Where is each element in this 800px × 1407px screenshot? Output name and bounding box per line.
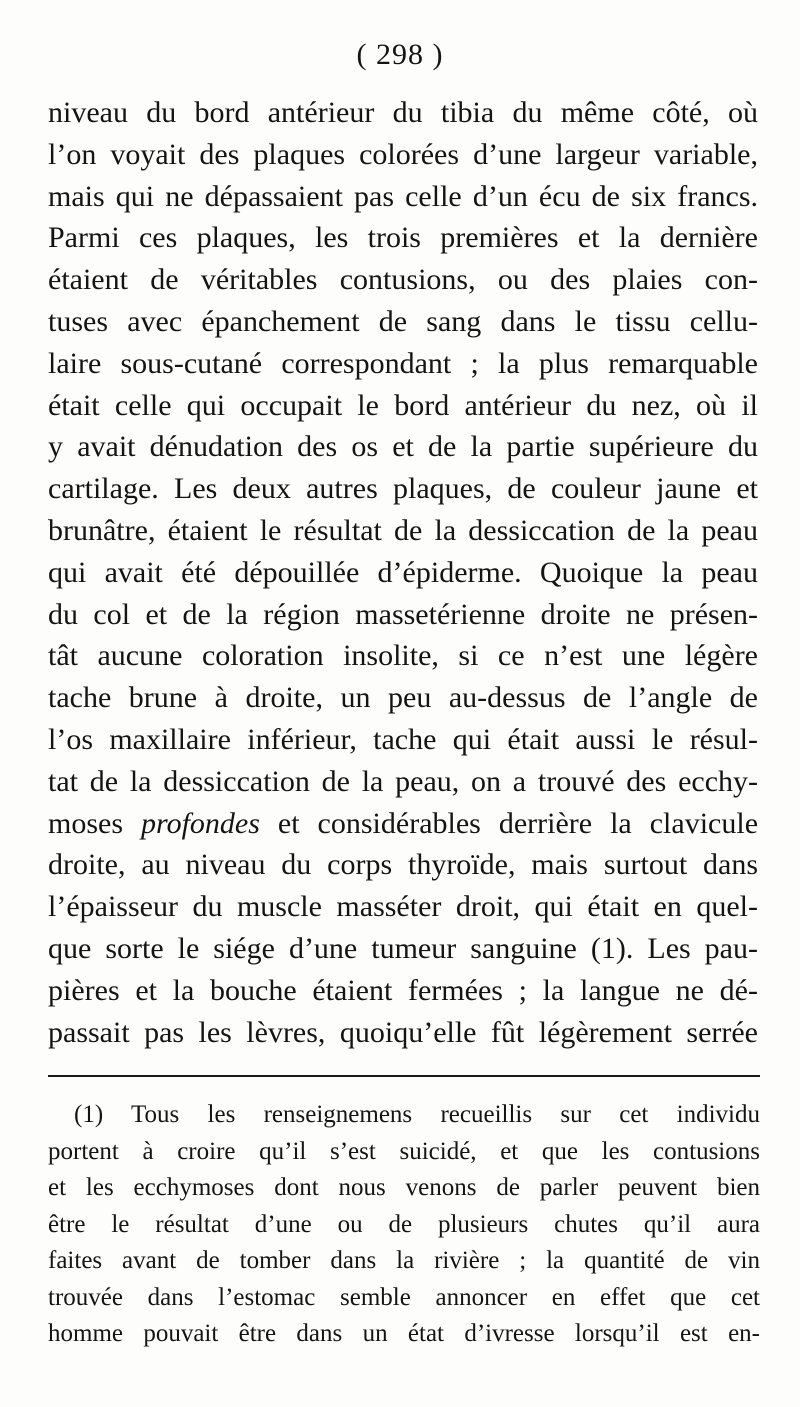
footnote-line: (1) Tous les renseignemens recueillis sur cet individu — [74, 1101, 760, 1128]
text-line: que sorte le siége d’une tumeur sanguine (1). Les pau- — [48, 931, 758, 965]
line-segment-before: moses — [48, 806, 142, 840]
text-line: étaient de véritables contusions, ou des plaies con- — [48, 263, 758, 297]
footnote-separator-rule — [48, 1075, 760, 1077]
text-line: qui avait été dépouillée d’épiderme. Quoique la peau — [48, 555, 758, 589]
footnote-line: et les ecchymoses dont nous venons de parler peuvent bien — [48, 1174, 760, 1201]
footnote-line: trouvée dans l’estomac semble annoncer en effet que cet — [48, 1283, 760, 1311]
text-line: droite, au niveau du corps thyroïde, mais surtout dans — [48, 848, 758, 882]
text-line: tache brune à droite, un peu au-dessus de l’angle de — [48, 681, 758, 715]
text-line: y avait dénudation des os et de la partie supérieure du — [48, 430, 758, 464]
main-text-block — [48, 92, 758, 1053]
text-line: était celle qui occupait le bord antérieur du nez, où il — [48, 388, 758, 422]
italic-word: profondes — [141, 806, 260, 840]
text-line: tat de la dessiccation de la peau, on a trouvé des ecchy- — [48, 764, 758, 798]
text-line: cartilage. Les deux autres plaques, de couleur jaune et — [48, 472, 758, 506]
footnote-line: être le résultat d’une ou de plusieurs chutes qu’il aura — [48, 1210, 760, 1238]
text-line: l’épaisseur du muscle masséter droit, qui était en quel- — [48, 890, 758, 924]
text-line: niveau du bord antérieur du tibia du même côté, où — [48, 96, 758, 129]
page-number: ( 298 ) — [356, 38, 444, 71]
text-line: laire sous-cutané correspondant ; la plus remarquable — [48, 346, 758, 380]
text-line: passait pas les lèvres, quoiqu’elle fût légèrement serrée — [48, 1015, 758, 1049]
text-line: tât aucune coloration insolite, si ce n’est une légère — [48, 639, 758, 673]
text-line-with-italic — [48, 803, 758, 845]
bleed-through-shadow — [40, 1050, 47, 1082]
line-segment-after: et considérables derrière la clavicule — [259, 806, 759, 840]
text-line: l’on voyait des plaques colorées d’une largeur variable, — [48, 137, 758, 171]
text-line: l’os maxillaire inférieur, tache qui était aussi le résul- — [48, 722, 758, 756]
footnote-line: faites avant de tomber dans la rivière ; la quantité de vin — [48, 1247, 760, 1274]
text-line: mais qui ne dépassaient pas celle d’un écu de six francs. — [48, 179, 758, 213]
text-line: du col et de la région massetérienne droite ne présen- — [48, 597, 758, 631]
text-line: tuses avec épanchement de sang dans le tissu cellu- — [48, 304, 758, 338]
text-line: brunâtre, étaient le résultat de la dessiccation de la peau — [48, 513, 758, 547]
text-line: pières et la bouche étaient fermées ; la langue ne dé- — [48, 973, 758, 1007]
footnote-line: homme pouvait être dans un état d’ivresse lorsqu’il est en- — [48, 1320, 760, 1347]
footnote-block — [48, 1097, 760, 1353]
footnote-line: portent à croire qu’il s’est suicidé, et que les contusions — [48, 1137, 760, 1165]
text-line: Parmi ces plaques, les trois premières et la dernière — [48, 221, 758, 255]
